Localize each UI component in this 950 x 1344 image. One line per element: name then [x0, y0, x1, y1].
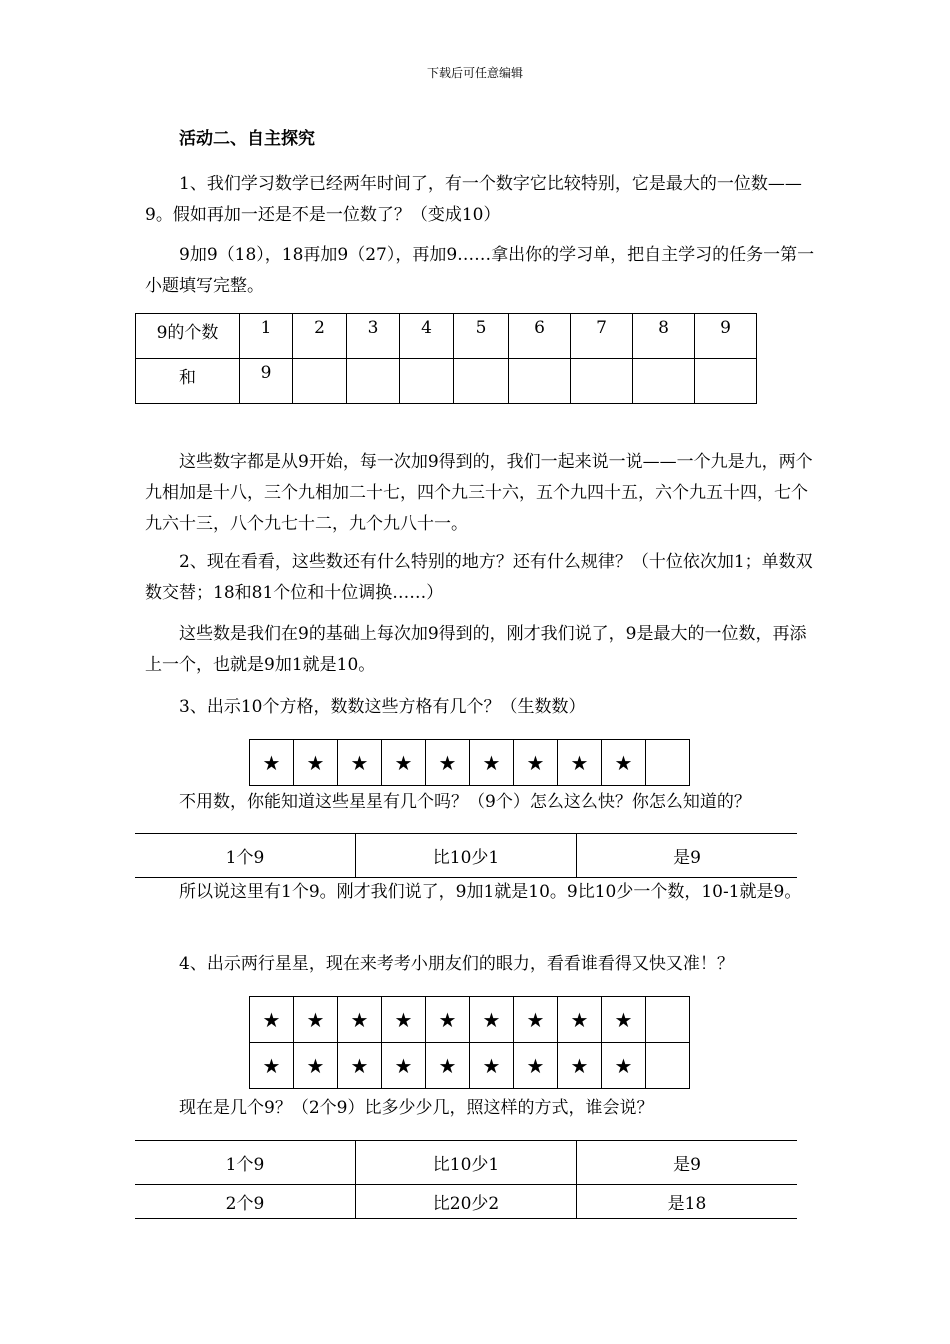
rule-table-2	[135, 1140, 797, 1219]
star-cell: ★	[426, 740, 470, 786]
star-grid-one-row	[249, 739, 690, 786]
table-cell: 5	[454, 314, 509, 359]
star-cell: ★	[470, 740, 514, 786]
star-cell: ★	[294, 740, 338, 786]
star-cell: ★	[250, 997, 294, 1043]
table-row	[136, 314, 757, 359]
table-cell: 是9	[577, 834, 798, 878]
table-cell	[454, 359, 509, 404]
table-cell	[633, 359, 695, 404]
table-cell	[400, 359, 454, 404]
star-cell: ★	[338, 1043, 382, 1089]
table-cell: 9的个数	[136, 314, 240, 359]
star-cell: ★	[514, 1043, 558, 1089]
table-cell: 9	[695, 314, 757, 359]
table-cell	[571, 359, 633, 404]
star-cell: ★	[602, 997, 646, 1043]
empty-cell	[646, 997, 690, 1043]
star-cell: ★	[514, 997, 558, 1043]
table-row	[136, 359, 757, 404]
page-header: 下载后可任意编辑	[426, 66, 523, 80]
table-cell: 3	[347, 314, 400, 359]
star-cell: ★	[382, 997, 426, 1043]
star-row	[250, 740, 690, 786]
table-cell	[347, 359, 400, 404]
star-cell: ★	[470, 1043, 514, 1089]
star-cell: ★	[602, 1043, 646, 1089]
paragraph-3: 这些数字都是从9开始，每一次加9得到的，我们一起来说一说——一个九是九，两个九相加是十八，三个九相加二十七，四个九三十六，五个九四十五，六个九五十四，七个九六十三，八个九七十二，九个九八十一。	[145, 452, 813, 534]
star-cell: ★	[514, 740, 558, 786]
star-cell: ★	[382, 1043, 426, 1089]
table-cell: 2	[293, 314, 347, 359]
table-cell: 是9	[577, 1141, 798, 1185]
paragraph-5: 这些数是我们在9的基础上每次加9得到的，刚才我们说了，9是最大的一位数，再添上一个，也就是9加1就是10。	[145, 624, 807, 675]
nine-count-table	[135, 313, 757, 404]
table-row	[135, 1141, 797, 1185]
star-cell: ★	[602, 740, 646, 786]
table-cell: 9	[240, 359, 293, 404]
star-cell: ★	[558, 1043, 602, 1089]
star-cell: ★	[426, 997, 470, 1043]
star-cell: ★	[558, 997, 602, 1043]
paragraph-4: 2、现在看看，这些数还有什么特别的地方？还有什么规律？（十位依次加1；单数双数交替；18和81个位和十位调换……）	[145, 552, 813, 603]
star-cell: ★	[470, 997, 514, 1043]
star-cell: ★	[338, 997, 382, 1043]
table-cell: 比10少1	[356, 834, 577, 878]
table-cell: 和	[136, 359, 240, 404]
star-row	[250, 1043, 690, 1089]
paragraph-7: 不用数，你能知道这些星星有几个吗？（9个）怎么这么快？你怎么知道的？	[179, 792, 751, 812]
table-cell: 是18	[577, 1185, 798, 1219]
paragraph-10: 现在是几个9？（2个9）比多少少几，照这样的方式，谁会说？	[179, 1098, 654, 1118]
star-cell: ★	[294, 1043, 338, 1089]
star-cell: ★	[558, 740, 602, 786]
section-title: 活动二、自主探究	[179, 129, 315, 149]
table-cell: 1个9	[135, 1141, 356, 1185]
paragraph-8: 所以说这里有1个9。刚才我们说了，9加1就是10。9比10少一个数，10-1就是9。	[179, 882, 802, 902]
table-cell: 7	[571, 314, 633, 359]
paragraph-9: 4、出示两行星星，现在来考考小朋友们的眼力，看看谁看得又快又准！？	[179, 954, 734, 974]
table-row	[135, 1185, 797, 1219]
table-cell: 6	[509, 314, 571, 359]
table-cell: 2个9	[135, 1185, 356, 1219]
star-cell: ★	[294, 997, 338, 1043]
star-cell: ★	[426, 1043, 470, 1089]
table-row	[135, 834, 797, 878]
star-cell: ★	[250, 1043, 294, 1089]
empty-cell	[646, 1043, 690, 1089]
table-cell	[293, 359, 347, 404]
table-cell: 1个9	[135, 834, 356, 878]
rule-table-1	[135, 833, 797, 878]
table-cell: 8	[633, 314, 695, 359]
star-cell: ★	[250, 740, 294, 786]
table-cell: 4	[400, 314, 454, 359]
table-cell: 比20少2	[356, 1185, 577, 1219]
star-cell: ★	[338, 740, 382, 786]
table-cell	[695, 359, 757, 404]
paragraph-6: 3、出示10个方格，数数这些方格有几个？（生数数）	[179, 697, 586, 717]
star-cell: ★	[382, 740, 426, 786]
star-row	[250, 997, 690, 1043]
empty-cell	[646, 740, 690, 786]
table-cell: 比10少1	[356, 1141, 577, 1185]
star-grid-two-rows	[249, 996, 690, 1089]
paragraph-2: 9加9（18），18再加9（27），再加9……拿出你的学习单，把自主学习的任务一第一小题填写完整。	[145, 245, 815, 296]
paragraph-1: 1、我们学习数学已经两年时间了，有一个数字它比较特别，它是最大的一位数——9。假如再加一还是不是一位数了？（变成10）	[145, 174, 802, 225]
table-cell: 1	[240, 314, 293, 359]
table-cell	[509, 359, 571, 404]
